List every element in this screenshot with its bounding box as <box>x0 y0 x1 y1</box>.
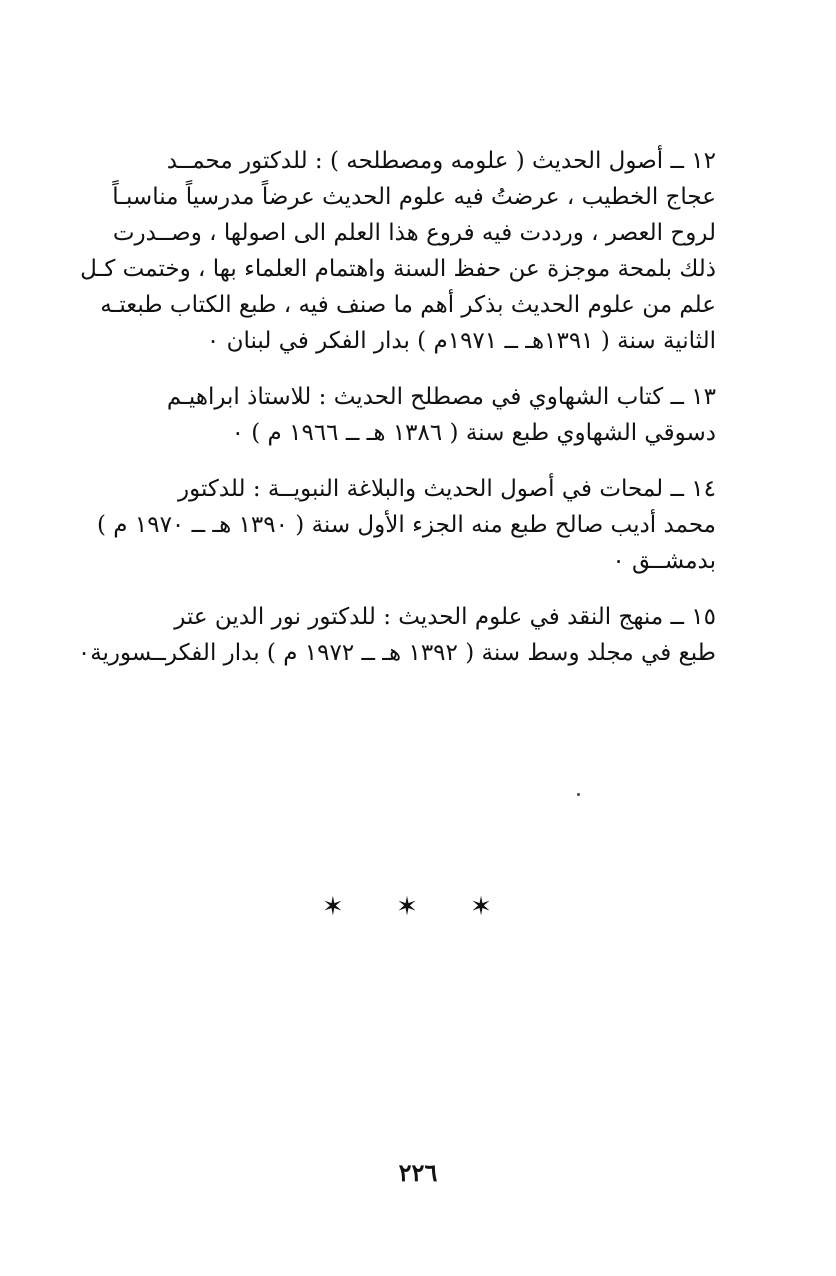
bibliography-entry-15 <box>77 599 716 671</box>
entry-line: ١٤ ــ لمحات في أصول الحديث والبلاغة النبويــة : للدكتور <box>177 476 716 502</box>
entry-line: بدمشــق ٠ <box>612 548 716 574</box>
entry-line: ١٥ ــ منهج النقد في علوم الحديث : للدكتور نور الدين عتر <box>174 604 716 630</box>
entry-line: لروح العصر ، ورددت فيه فروع هذا العلم الى اصولها ، وصــدرت <box>112 220 716 246</box>
entry-line: طبع في مجلد وسط سنة ( ١٣٩٢ هـ ــ ١٩٧٢ م ) بدار الفكرــسورية٠ <box>77 640 716 666</box>
section-separator-stars: ✶ ✶ ✶ <box>322 892 514 922</box>
bibliography-list <box>77 143 716 691</box>
bibliography-entry-12 <box>80 143 716 359</box>
entry-line: عجاج الخطيب ، عرضتُ فيه علوم الحديث عرضاً مدرسياً مناسبـاً <box>112 184 716 210</box>
page-number: ٢٢٦ <box>398 1158 438 1187</box>
entry-line: دسوقي الشهاوي طبع سنة ( ١٣٨٦ هـ ــ ١٩٦٦ م ) ٠ <box>231 420 716 446</box>
entry-line: ١٣ ــ كتاب الشهاوي في مصطلح الحديث : للاستاذ ابراهيـم <box>166 384 716 410</box>
entry-line: الثانية سنة ( ١٣٩١هـ ــ ١٩٧١م ) بدار الفكر في لبنان ٠ <box>206 328 716 354</box>
print-speck <box>577 793 580 796</box>
entry-line: ١٢ ــ أصول الحديث ( علومه ومصطلحه ) : للدكتور محمــد <box>166 148 716 174</box>
entry-line: ذلك بلمحة موجزة عن حفظ السنة واهتمام العلماء بها ، وختمت كـل <box>80 256 716 282</box>
entry-line: علم من علوم الحديث بذكر أهم ما صنف فيه ، طبع الكتاب طبعتـه <box>100 292 716 318</box>
entry-line: محمد أديب صالح طبع منه الجزء الأول سنة ( ١٣٩٠ هـ ــ ١٩٧٠ م ) <box>97 512 716 538</box>
bibliography-entry-13 <box>96 379 716 451</box>
bibliography-entry-14 <box>96 471 716 579</box>
